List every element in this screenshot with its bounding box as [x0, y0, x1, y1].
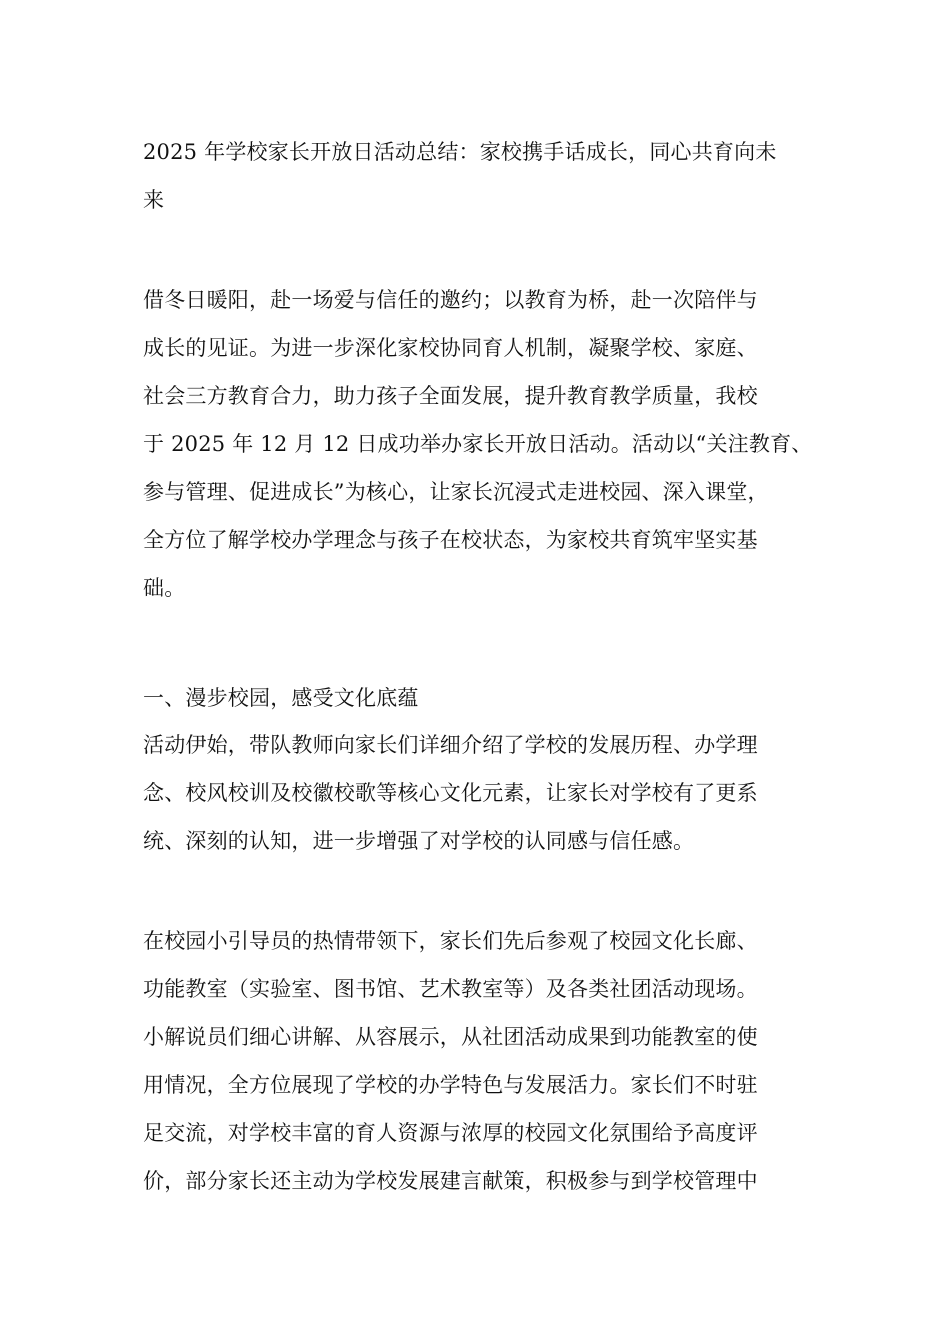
document-title: [143, 128, 823, 224]
paragraph-line: 全方位了解学校办学理念与孩子在校状态，为家校共育筑牢坚实基: [143, 528, 758, 552]
paragraph-line: 统、深刻的认知，进一步增强了对学校的认同感与信任感。: [143, 829, 695, 853]
paragraph-line: 成长的见证。为进一步深化家校协同育人机制，凝聚学校、家庭、: [143, 336, 758, 360]
paragraph-line: 功能教室（实验室、图书馆、艺术教室等）及各类社团活动现场。: [143, 977, 758, 1001]
title-line: 来: [143, 188, 165, 212]
paragraph-line: 在校园小引导员的热情带领下，家长们先后参观了校园文化长廊、: [143, 929, 758, 953]
paragraph-line: 小解说员们细心讲解、从容展示，从社团活动成果到功能教室的使: [143, 1025, 758, 1049]
paragraph-line: 于 2025 年 12 月 12 日成功举办家长开放日活动。活动以“关注教育、: [143, 432, 813, 456]
intro-paragraph: [143, 276, 823, 612]
paragraph-line: 用情况，全方位展现了学校的办学特色与发展活力。家长们不时驻: [143, 1073, 758, 1097]
paragraph-line: 社会三方教育合力，助力孩子全面发展，提升教育教学质量，我校: [143, 384, 758, 408]
section-1-heading: [143, 677, 823, 719]
section-heading: 一、漫步校园，感受文化底蕴: [143, 686, 419, 710]
paragraph-line: 足交流，对学校丰富的育人资源与浓厚的校园文化氛围给予高度评: [143, 1121, 758, 1145]
section-1-paragraph-2: [143, 917, 823, 1205]
paragraph-line: 借冬日暖阳，赴一场爱与信任的邀约；以教育为桥，赴一次陪伴与: [143, 288, 758, 312]
paragraph-line: 价，部分家长还主动为学校发展建言献策，积极参与到学校管理中: [143, 1169, 758, 1193]
section-1-paragraph-1: [143, 721, 823, 865]
paragraph-line: 念、校风校训及校徽校歌等核心文化元素，让家长对学校有了更系: [143, 781, 758, 805]
paragraph-line: 础。: [143, 576, 186, 600]
title-line: 2025 年学校家长开放日活动总结：家校携手话成长，同心共育向未: [143, 140, 777, 164]
paragraph-line: 活动伊始，带队教师向家长们详细介绍了学校的发展历程、办学理: [143, 733, 758, 757]
paragraph-line: 参与管理、促进成长”为核心，让家长沉浸式走进校园、深入课堂，: [143, 480, 769, 504]
